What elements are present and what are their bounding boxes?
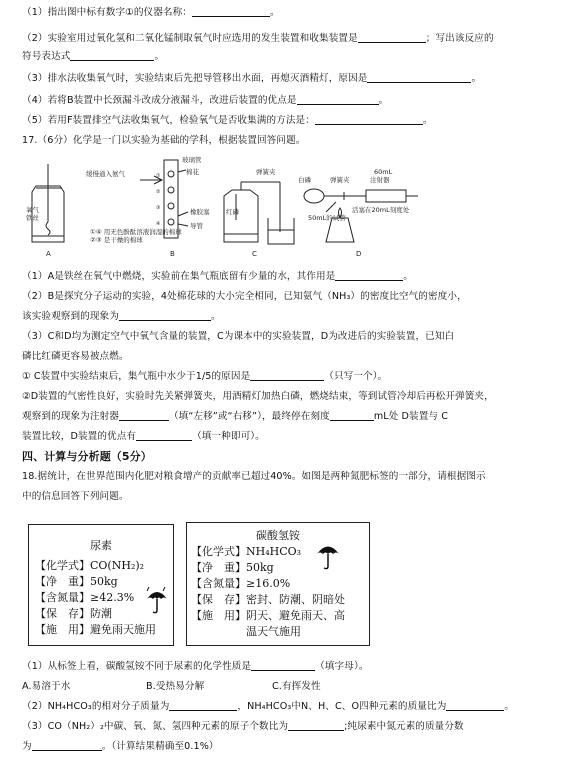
q17-line-6: 观察到的现象为注射器 （填“左移”或“右移”），最终停在刻度 mL处 D装置与 C [22, 411, 449, 422]
option-c: C.有挥发性 [272, 681, 321, 692]
label-b-plug: 橡胶塞 [190, 208, 210, 216]
ammonium-bicarbonate-label [186, 522, 370, 646]
label-c-phosphorus: 红磷 [226, 208, 239, 216]
label-a-oxygen: 氧气 [26, 206, 39, 214]
q18-q2: （2）NH₄HCO₃的相对分子质量为 ，NH₄HCO₃中N、H、C、O四种元素的质量比为 。 [22, 701, 515, 712]
q16-line-2b: 符号表达式 。 [22, 51, 165, 62]
option-b: B.受热易分解 [146, 681, 205, 692]
apparatus-a [32, 164, 64, 242]
q18-line-1: 18.据统计，在世界范围内化肥对粮食增产的贡献率已超过40%。如图是两种氮肥标签的一部分，请根据图示 [22, 471, 486, 482]
urea-usage: 【施 用】避免雨天施用 [35, 623, 156, 636]
label-c-clip: 弹簧夹 [256, 168, 276, 176]
abc-formula: 【化学式】NH₄HCO₃ [191, 545, 302, 558]
abc-weight: 【净 重】50kg [191, 561, 274, 574]
label-d-tube: 50mL的试管 [308, 214, 346, 222]
q16-line-1: （1）指出图中标有数字①的仪器名称： 。 [22, 7, 280, 18]
q17-line-2b: 该实验观察到的现象为 。 [22, 311, 221, 322]
abc-usage-cont: 温天气施用 [191, 625, 301, 638]
q18-q3b: 为 。（计算结果精确至0.1%） [22, 741, 219, 752]
b-num-2: ② [156, 189, 161, 195]
b-num-3: ③ [156, 205, 161, 211]
label-d-syringe-1: 60mL [374, 168, 393, 176]
label-d-white-p: 白磷 [298, 176, 311, 184]
label-d: D [356, 250, 362, 258]
urea-storage: 【保 存】防潮 [35, 607, 112, 620]
q17-line-3b: 磷比红磷更容易被点燃。 [22, 351, 129, 362]
q17-line-5: ②D装置的气密性良好，实验时先关紧弹簧夹，用酒精灯加热白磷，燃烧结束，等到试管冷却后再松开弹簧夹， [22, 391, 494, 402]
q17-line-4: ① C装置中实验结束后，集气瓶中水少于1/5的原因是 （只写一个）。 [22, 371, 388, 382]
label-b-gas: 缓慢通入氨气 [86, 170, 125, 178]
label-b-pipe: 导管 [190, 222, 203, 230]
abc-nitrogen: 【含氮量】≥16.0% [191, 577, 291, 590]
q18-q1: （1）从标签上看，碳酸氢铵不同于尿素的化学性质是 （填字母）。 [22, 661, 369, 672]
q17-line-3: （3）C和D均为测定空气中氧气含量的装置，C为课本中的实验装置，D为改进后的实验装置，已知白 [22, 331, 455, 342]
label-d-clip: 弹簧夹 [330, 176, 350, 184]
q18-line-2: 中的信息回答下列问题。 [22, 491, 129, 502]
label-c: C [252, 250, 257, 258]
abc-storage: 【保 存】密封、防潮、阴暗处 [191, 593, 345, 606]
label-a: A [46, 250, 51, 258]
q17-line-1: （1）A是铁丝在氧气中燃烧，实验前在集气瓶底留有少量的水，其作用是 。 [22, 271, 414, 282]
umbrella-icon [315, 541, 341, 571]
label-d-syringe-2: 注射器 [370, 176, 390, 184]
abc-usage: 【施 用】阴天、避免雨天、高 [191, 609, 345, 622]
apparatus-b [140, 160, 188, 238]
urea-formula: 【化学式】CO(NH₂)₂ [35, 559, 145, 572]
abc-label-title: 碳酸氢铵 [256, 529, 300, 542]
q16-line-5: （5）若用F装置排空气法收集氧气，检验氧气是否收集满的方法是： 。 [22, 115, 433, 126]
label-b-cotton: 棉花 [186, 168, 199, 176]
q17-apparatus-figure [26, 152, 426, 258]
q18-q3: （3）CO（NH₂）₂中碳、氧、氮、氢四种元素的原子个数比为 ;纯尿素中氮元素的质量分数 [22, 721, 464, 732]
b-num-1: ① [156, 173, 161, 179]
label-b-tube: 玻璃管 [182, 156, 202, 164]
q17-title: 17.（6分）化学是一门以实验为基础的学科，根据装置回答问题。 [22, 135, 306, 146]
label-d-syringe-3: 活塞在20mL刻度处 [352, 206, 410, 214]
urea-nitrogen: 【含氮量】≥42.3% [35, 591, 135, 604]
urea-label-title: 尿素 [90, 539, 112, 552]
umbrella-icon [145, 587, 169, 615]
q16-line-4: （4）若将B装置中长颈漏斗改成分液漏斗，改进后装置的优点是 。 [22, 95, 389, 106]
option-a: A.易溶于水 [22, 681, 71, 692]
urea-label [28, 524, 174, 646]
label-b: B [170, 250, 175, 258]
label-b-note1: ①④ 用无色酚酞溶液润湿的棉球 [90, 228, 182, 236]
q18-options [22, 680, 574, 694]
label-a-wire: 铁丝 [26, 214, 39, 222]
section-title: 四、计算与分析题（5分） [22, 450, 152, 463]
q16-line-2: （2）实验室用过氧化氢和二氧化锰制取氧气时应选用的发生装置和收集装置是 ；写出该反应的 [22, 33, 494, 44]
q17-line-2: （2）B是探究分子运动的实验，4处棉花球的大小完全相同，已知氨气（NH₃）的密度比空气的密度小， [22, 291, 467, 302]
q17-line-7: 装置比较，D装置的优点有 （填一种即可）。 [22, 431, 265, 442]
q16-line-3: （3）排水法收集氧气时，实验结束后先把导管移出水面，再熄灭酒精灯，原因是 。 [22, 73, 482, 84]
b-num-4: ④ [156, 221, 161, 227]
urea-weight: 【净 重】50kg [35, 575, 118, 588]
label-b-note2: ②③ 是干燥的棉球 [90, 236, 143, 244]
